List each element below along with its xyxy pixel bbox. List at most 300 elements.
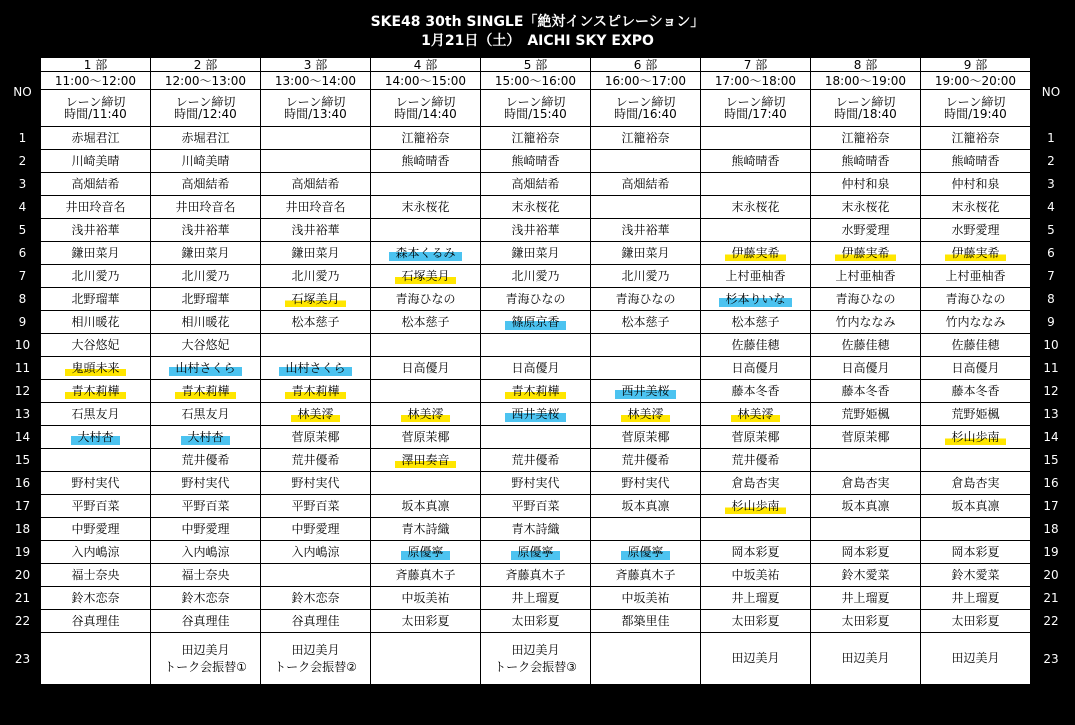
member-cell — [151, 242, 261, 265]
member-cell — [261, 633, 371, 685]
session-deadline-header — [481, 90, 591, 127]
member-name: 斉藤真木子 — [505, 567, 566, 582]
member-cell — [701, 219, 811, 242]
member-name: 中野愛理 — [291, 521, 340, 536]
member-name: 菅原茉椰 — [841, 429, 890, 444]
session-time-header: 13:00〜14:00 — [261, 72, 371, 90]
member-name: 北川愛乃 — [181, 268, 230, 283]
row-number-left: 11 — [5, 357, 41, 380]
member-cell — [591, 564, 701, 587]
member-cell — [921, 173, 1031, 196]
member-name: 北川愛乃 — [291, 268, 340, 283]
member-cell — [41, 403, 151, 426]
member-name-highlighted: 大村杏 — [71, 430, 119, 445]
member-cell-line: 田辺美月 — [511, 642, 560, 657]
member-name: 荒野姫楓 — [841, 406, 890, 421]
member-name: 藤本冬香 — [841, 383, 890, 398]
member-cell — [921, 127, 1031, 150]
member-name: 末永桜花 — [401, 199, 450, 214]
member-name: 荒井優希 — [181, 452, 230, 467]
member-cell — [41, 334, 151, 357]
member-name: 上村亜柚香 — [835, 268, 896, 283]
table-row — [5, 334, 1072, 357]
member-cell — [811, 196, 921, 219]
member-cell — [591, 610, 701, 633]
member-name: 太田彩夏 — [951, 613, 1000, 628]
member-cell — [371, 495, 481, 518]
member-name: 鈴木恋奈 — [291, 590, 340, 605]
member-cell — [811, 357, 921, 380]
member-cell — [41, 380, 151, 403]
lane-deadline-time: 時間/12:40 — [174, 107, 237, 121]
member-name: 鎌田菜月 — [181, 245, 230, 260]
lane-deadline-label: レーン締切 — [65, 95, 126, 109]
member-name: 上村亜柚香 — [725, 268, 786, 283]
member-cell — [261, 150, 371, 173]
member-cell — [481, 127, 591, 150]
member-name: 北川愛乃 — [621, 268, 670, 283]
session-deadline-header — [921, 90, 1031, 127]
member-cell — [921, 495, 1031, 518]
member-cell — [811, 518, 921, 541]
member-name-highlighted: 青木莉樺 — [65, 384, 125, 399]
session-part-header: 8 部 — [811, 58, 921, 72]
member-name: 倉島杏実 — [841, 475, 890, 490]
table-row — [5, 311, 1072, 334]
member-cell — [921, 196, 1031, 219]
member-cell — [151, 288, 261, 311]
row-number-left: 21 — [5, 587, 41, 610]
member-cell — [261, 380, 371, 403]
member-name: 北野瑠華 — [181, 291, 230, 306]
member-cell — [151, 541, 261, 564]
member-name: 佐藤佳穂 — [731, 337, 780, 352]
member-name-highlighted: 大村杏 — [181, 430, 229, 445]
member-name: 熊崎晴香 — [731, 153, 780, 168]
member-cell — [591, 334, 701, 357]
member-name: 松本慈子 — [731, 314, 780, 329]
member-name: 青海ひなの — [945, 291, 1006, 306]
member-cell — [261, 357, 371, 380]
member-cell — [371, 518, 481, 541]
member-cell — [481, 380, 591, 403]
member-name: 浅井裕華 — [71, 222, 120, 237]
member-name: 北川愛乃 — [511, 268, 560, 283]
member-name: 熊崎晴香 — [511, 153, 560, 168]
member-name: 谷真理佳 — [291, 613, 340, 628]
member-name: 坂本真凛 — [401, 498, 450, 513]
member-name: 熊崎晴香 — [841, 153, 890, 168]
member-cell-line: 田辺美月 — [291, 642, 340, 657]
member-name: 荒井優希 — [511, 452, 560, 467]
member-name: 谷真理佳 — [71, 613, 120, 628]
row-number-left: 14 — [5, 426, 41, 449]
member-cell — [701, 564, 811, 587]
table-row — [5, 610, 1072, 633]
member-cell — [261, 311, 371, 334]
member-name: 菅原茉椰 — [731, 429, 780, 444]
member-cell — [261, 265, 371, 288]
member-name-highlighted: 篠原京香 — [505, 315, 565, 330]
member-cell — [591, 587, 701, 610]
member-name: 大谷悠妃 — [71, 337, 120, 352]
member-cell — [481, 173, 591, 196]
member-name: 日高優月 — [401, 360, 450, 375]
member-name: 浅井裕華 — [181, 222, 230, 237]
member-cell — [261, 288, 371, 311]
member-cell — [261, 334, 371, 357]
session-part-header: 2 部 — [151, 58, 261, 72]
member-cell — [811, 495, 921, 518]
member-cell — [591, 150, 701, 173]
row-number-left: 22 — [5, 610, 41, 633]
member-name: 平野百菜 — [181, 498, 230, 513]
member-name: 岡本彩夏 — [731, 544, 780, 559]
member-cell — [151, 334, 261, 357]
member-name: 野村実代 — [71, 475, 120, 490]
member-name: 中野愛理 — [71, 521, 120, 536]
member-name: 浅井裕華 — [621, 222, 670, 237]
member-cell — [921, 380, 1031, 403]
member-cell — [591, 242, 701, 265]
member-cell — [921, 403, 1031, 426]
member-name: 野村実代 — [181, 475, 230, 490]
member-name: 谷真理佳 — [181, 613, 230, 628]
member-cell — [701, 403, 811, 426]
table-row — [5, 449, 1072, 472]
member-name-highlighted: 石塚美月 — [285, 292, 345, 307]
member-name: 高畑結希 — [291, 176, 340, 191]
member-name: 北野瑠華 — [71, 291, 120, 306]
session-part-header: 5 部 — [481, 58, 591, 72]
row-number-right: 14 — [1031, 426, 1072, 449]
member-cell — [481, 495, 591, 518]
table-body — [5, 127, 1072, 685]
member-name-highlighted: 伊藤実希 — [945, 246, 1005, 261]
member-name: 平野百菜 — [71, 498, 120, 513]
member-cell — [151, 403, 261, 426]
member-name: 平野百菜 — [511, 498, 560, 513]
member-cell — [151, 610, 261, 633]
member-cell — [811, 150, 921, 173]
member-name: 石黒友月 — [181, 406, 230, 421]
member-name: 浅井裕華 — [511, 222, 560, 237]
handshake-schedule-table — [4, 57, 1072, 685]
table-row — [5, 219, 1072, 242]
member-name: 菅原茉椰 — [291, 429, 340, 444]
event-title: SKE48 30th SINGLE「絶対インスピレーション」 — [370, 14, 705, 30]
member-cell — [481, 564, 591, 587]
row-number-right: 19 — [1031, 541, 1072, 564]
row-number-right: 20 — [1031, 564, 1072, 587]
member-name: 倉島杏実 — [731, 475, 780, 490]
member-cell — [701, 449, 811, 472]
member-cell — [41, 219, 151, 242]
member-name: 末永桜花 — [951, 199, 1000, 214]
member-cell — [481, 426, 591, 449]
member-name: 菅原茉椰 — [401, 429, 450, 444]
member-cell — [261, 127, 371, 150]
table-row — [5, 587, 1072, 610]
member-name: 青木詩織 — [401, 521, 450, 536]
member-name: 鈴木愛菜 — [841, 567, 890, 582]
member-cell — [261, 564, 371, 587]
member-name: 荒井優希 — [291, 452, 340, 467]
member-name: 江籠裕奈 — [401, 130, 450, 145]
member-cell — [371, 564, 481, 587]
member-name: 井上瑠夏 — [951, 590, 1000, 605]
member-name: 竹内ななみ — [835, 314, 896, 329]
member-name: 都築里佳 — [621, 613, 670, 628]
session-deadline-header — [261, 90, 371, 127]
member-name-highlighted: 山村さくら — [169, 361, 241, 376]
member-cell — [481, 242, 591, 265]
session-time-header: 15:00〜16:00 — [481, 72, 591, 90]
table-row — [5, 541, 1072, 564]
member-name-highlighted: 青木莉樺 — [175, 384, 235, 399]
member-cell — [371, 150, 481, 173]
table-header — [5, 58, 1072, 127]
lane-deadline-label: レーン締切 — [835, 95, 896, 109]
row-number-left: 18 — [5, 518, 41, 541]
member-cell — [151, 380, 261, 403]
member-cell — [701, 311, 811, 334]
row-number-left: 4 — [5, 196, 41, 219]
member-cell — [261, 472, 371, 495]
member-name-highlighted: 青木莉樺 — [285, 384, 345, 399]
row-number-right: 18 — [1031, 518, 1072, 541]
member-name: 鎌田菜月 — [511, 245, 560, 260]
member-cell — [261, 219, 371, 242]
member-cell — [591, 196, 701, 219]
member-cell — [921, 242, 1031, 265]
member-name: 太田彩夏 — [401, 613, 450, 628]
member-name: 斉藤真木子 — [395, 567, 456, 582]
member-cell — [701, 426, 811, 449]
member-name: 佐藤佳穂 — [951, 337, 1000, 352]
member-name: 田辺美月 — [841, 651, 890, 665]
member-cell — [41, 610, 151, 633]
member-name-highlighted: 西井美桜 — [505, 407, 565, 422]
row-number-left: 3 — [5, 173, 41, 196]
row-number-right: 21 — [1031, 587, 1072, 610]
member-cell — [921, 219, 1031, 242]
member-cell — [151, 219, 261, 242]
member-cell — [151, 564, 261, 587]
member-name: 井田玲音名 — [175, 199, 236, 214]
session-deadline-header — [371, 90, 481, 127]
member-cell — [811, 288, 921, 311]
member-name-highlighted: 林美澪 — [401, 407, 449, 422]
member-cell — [261, 610, 371, 633]
member-name: 中坂美祐 — [621, 590, 670, 605]
member-cell — [921, 518, 1031, 541]
member-name: 仲村和泉 — [951, 176, 1000, 191]
member-cell — [811, 334, 921, 357]
member-cell — [41, 495, 151, 518]
member-cell — [701, 587, 811, 610]
lane-deadline-label: レーン締切 — [175, 95, 236, 109]
member-cell — [811, 449, 921, 472]
table-row — [5, 242, 1072, 265]
member-name: 末永桜花 — [841, 199, 890, 214]
member-name: 松本慈子 — [291, 314, 340, 329]
member-name-highlighted: 青木莉樺 — [505, 384, 565, 399]
row-number-left: 5 — [5, 219, 41, 242]
member-cell — [481, 311, 591, 334]
member-name-highlighted: 山村さくら — [279, 361, 351, 376]
member-cell — [41, 196, 151, 219]
member-name: 荒野姫楓 — [951, 406, 1000, 421]
session-part-header: 4 部 — [371, 58, 481, 72]
member-cell — [481, 357, 591, 380]
member-name: 熊崎晴香 — [401, 153, 450, 168]
row-number-left: 7 — [5, 265, 41, 288]
member-cell — [701, 518, 811, 541]
member-name-highlighted: 原優寧 — [511, 545, 559, 560]
member-cell — [481, 150, 591, 173]
member-cell — [811, 541, 921, 564]
member-cell — [261, 587, 371, 610]
session-part-header: 6 部 — [591, 58, 701, 72]
member-name: 野村実代 — [511, 475, 560, 490]
member-cell — [591, 127, 701, 150]
member-name-highlighted: 原優寧 — [621, 545, 669, 560]
member-cell — [41, 587, 151, 610]
table-row — [5, 633, 1072, 685]
member-name: 荒井優希 — [621, 452, 670, 467]
row-number-left: 1 — [5, 127, 41, 150]
table-row — [5, 518, 1072, 541]
lane-deadline-time: 時間/17:40 — [724, 107, 787, 121]
row-number-right: 23 — [1031, 633, 1072, 685]
member-name: 北川愛乃 — [71, 268, 120, 283]
member-name: 井上瑠夏 — [511, 590, 560, 605]
row-number-left: 15 — [5, 449, 41, 472]
session-deadline-header — [701, 90, 811, 127]
member-name: 川崎美晴 — [71, 153, 120, 168]
table-row — [5, 196, 1072, 219]
member-cell — [261, 403, 371, 426]
member-name: 松本慈子 — [401, 314, 450, 329]
member-name: 福士奈央 — [181, 567, 230, 582]
session-time-header: 17:00〜18:00 — [701, 72, 811, 90]
member-name: 石黒友月 — [71, 406, 120, 421]
member-cell — [481, 219, 591, 242]
member-cell — [591, 472, 701, 495]
member-name-highlighted: 鬼頭未来 — [65, 361, 125, 376]
member-cell — [41, 449, 151, 472]
member-name: 井田玲音名 — [285, 199, 346, 214]
row-number-right: 12 — [1031, 380, 1072, 403]
member-cell — [921, 472, 1031, 495]
member-name: 水野愛理 — [841, 222, 890, 237]
table-row — [5, 403, 1072, 426]
member-cell — [811, 426, 921, 449]
member-cell — [151, 449, 261, 472]
member-cell — [591, 518, 701, 541]
member-cell — [481, 541, 591, 564]
row-number-left: 9 — [5, 311, 41, 334]
member-name: 竹内ななみ — [945, 314, 1006, 329]
member-name: 藤本冬香 — [731, 383, 780, 398]
member-cell — [591, 311, 701, 334]
session-deadline-header — [41, 90, 151, 127]
member-name-highlighted: 林美澪 — [291, 407, 339, 422]
row-number-left: 17 — [5, 495, 41, 518]
member-name: 鎌田菜月 — [291, 245, 340, 260]
member-name: 青海ひなの — [505, 291, 566, 306]
table-row — [5, 495, 1072, 518]
member-cell — [371, 633, 481, 685]
member-cell-line: トーク会振替① — [164, 659, 247, 674]
table-row — [5, 265, 1072, 288]
member-cell — [921, 357, 1031, 380]
member-cell — [371, 173, 481, 196]
table-row — [5, 426, 1072, 449]
member-cell — [41, 541, 151, 564]
member-cell — [151, 495, 261, 518]
member-name: 浅井裕華 — [291, 222, 340, 237]
member-cell — [701, 380, 811, 403]
member-name: 野村実代 — [291, 475, 340, 490]
lane-deadline-label: レーン締切 — [945, 95, 1006, 109]
table-row — [5, 380, 1072, 403]
member-name: 斉藤真木子 — [615, 567, 676, 582]
row-number-right: 3 — [1031, 173, 1072, 196]
member-name: 坂本真凛 — [621, 498, 670, 513]
row-number-left: 19 — [5, 541, 41, 564]
member-name: 入内嶋涼 — [181, 544, 230, 559]
member-cell — [41, 173, 151, 196]
member-name: 福士奈央 — [71, 567, 120, 582]
member-cell — [41, 265, 151, 288]
member-cell — [261, 196, 371, 219]
member-name: 江籠裕奈 — [951, 130, 1000, 145]
member-cell — [481, 587, 591, 610]
member-cell — [811, 587, 921, 610]
member-cell — [371, 357, 481, 380]
member-cell — [591, 426, 701, 449]
member-cell — [701, 357, 811, 380]
member-name: 熊崎晴香 — [951, 153, 1000, 168]
member-name: 田辺美月 — [951, 651, 1000, 665]
member-cell — [41, 127, 151, 150]
member-cell — [811, 564, 921, 587]
member-cell — [921, 610, 1031, 633]
member-name: 赤堀君江 — [181, 130, 230, 145]
member-cell — [591, 541, 701, 564]
member-name: 鎌田菜月 — [71, 245, 120, 260]
member-cell — [701, 127, 811, 150]
row-number-left: 6 — [5, 242, 41, 265]
member-cell — [811, 173, 921, 196]
row-number-right: 6 — [1031, 242, 1072, 265]
lane-deadline-label: レーン締切 — [725, 95, 786, 109]
member-cell — [41, 357, 151, 380]
member-cell — [371, 127, 481, 150]
member-cell — [591, 219, 701, 242]
member-cell — [591, 288, 701, 311]
member-cell — [371, 610, 481, 633]
member-cell — [481, 610, 591, 633]
row-number-right: 15 — [1031, 449, 1072, 472]
member-name: 大谷悠妃 — [181, 337, 230, 352]
member-name-highlighted: 杉山歩南 — [725, 499, 785, 514]
member-name: 入内嶋涼 — [71, 544, 120, 559]
member-name: 岡本彩夏 — [951, 544, 1000, 559]
member-name: 中野愛理 — [181, 521, 230, 536]
